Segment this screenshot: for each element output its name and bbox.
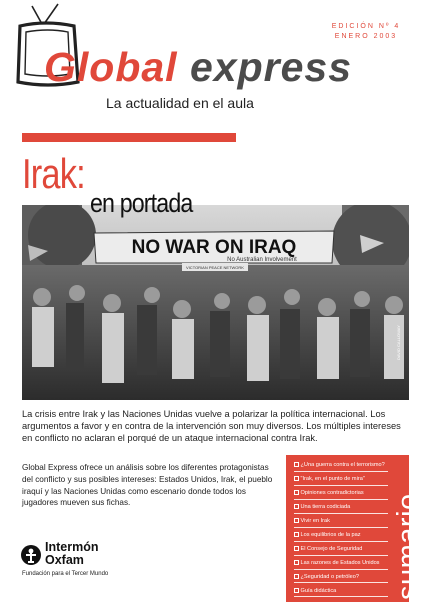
checkbox-icon [294, 504, 299, 509]
title-global: Global [44, 44, 178, 90]
protest-photo [22, 205, 409, 400]
sumario-label: sumario [392, 493, 424, 600]
checkbox-icon [294, 588, 299, 593]
sumario-item[interactable]: ¿Una guerra contra el terrorismo? [294, 458, 388, 472]
checkbox-icon [294, 532, 299, 537]
checkbox-icon [294, 574, 299, 579]
checkbox-icon [294, 476, 299, 481]
checkbox-icon [294, 462, 299, 467]
publisher-name-line1: Intermón [45, 540, 99, 554]
publisher-name-line2: Oxfam [45, 553, 84, 567]
oxfam-logo-icon [20, 544, 42, 566]
edition-number: EDICIÓN Nº 4 [331, 23, 401, 30]
banner-subtext: No Australian Involvement [227, 257, 297, 263]
checkbox-icon [294, 518, 299, 523]
checkbox-icon [294, 546, 299, 551]
lead-paragraph: La crisis entre Irak y las Naciones Unidas vuelve a polarizar la política internacional. Los argumentos a favor y en contra de la intervención son muy diversos. Los múltiples intereses en conflicto no aclaran el porqué de un ataque internacional contra Irak. [22, 409, 401, 443]
sumario-item[interactable]: ¿Seguridad o petróleo? [294, 570, 388, 584]
edition-date: ENERO 2003 [334, 33, 398, 40]
photo-credit: DAVID CALLOWAY [396, 325, 401, 360]
sumario-item[interactable]: Una tierra codiciada [294, 500, 388, 514]
sumario-list [294, 458, 388, 597]
edition-info [322, 22, 410, 42]
publisher-tagline: Fundación para el Tercer Mundo [22, 571, 109, 577]
magazine-subtitle: La actualidad en el aula [106, 95, 254, 111]
checkbox-icon [294, 490, 299, 495]
sumario-item[interactable]: "Irak, en el punto de mira" [294, 472, 388, 486]
title-express: express [189, 44, 352, 90]
sumario-item[interactable]: Opiniones contradictorias [294, 486, 388, 500]
sumario-item[interactable]: El Consejo de Seguridad [294, 542, 388, 556]
accent-bar [22, 133, 236, 142]
banner-text: NO WAR ON IRAQ [131, 237, 297, 258]
magazine-title [44, 44, 352, 90]
headline-main: Irak: [22, 150, 85, 197]
intro-paragraph: Global Express ofrece un análisis sobre los diferentes protagonistas del conflicto y sus posibles intereses: Estados Unidos, Irak, el pueblo iraquí y las Naciones Unidas como escenario donde todos los jugadores mueven sus fichas. [22, 463, 273, 508]
headline-secondary: en portada [90, 188, 193, 218]
sumario-item[interactable]: Las razones de Estados Unidos [294, 556, 388, 570]
checkbox-icon [294, 560, 299, 565]
sumario-item[interactable]: Vivir en Irak [294, 514, 388, 528]
publisher-name [45, 541, 98, 567]
sumario-item[interactable]: Los equilibrios de la paz [294, 528, 388, 542]
sign-text: VICTORIAN PEACE NETWORK [186, 265, 244, 270]
sumario-item[interactable]: Guía didáctica [294, 583, 388, 597]
